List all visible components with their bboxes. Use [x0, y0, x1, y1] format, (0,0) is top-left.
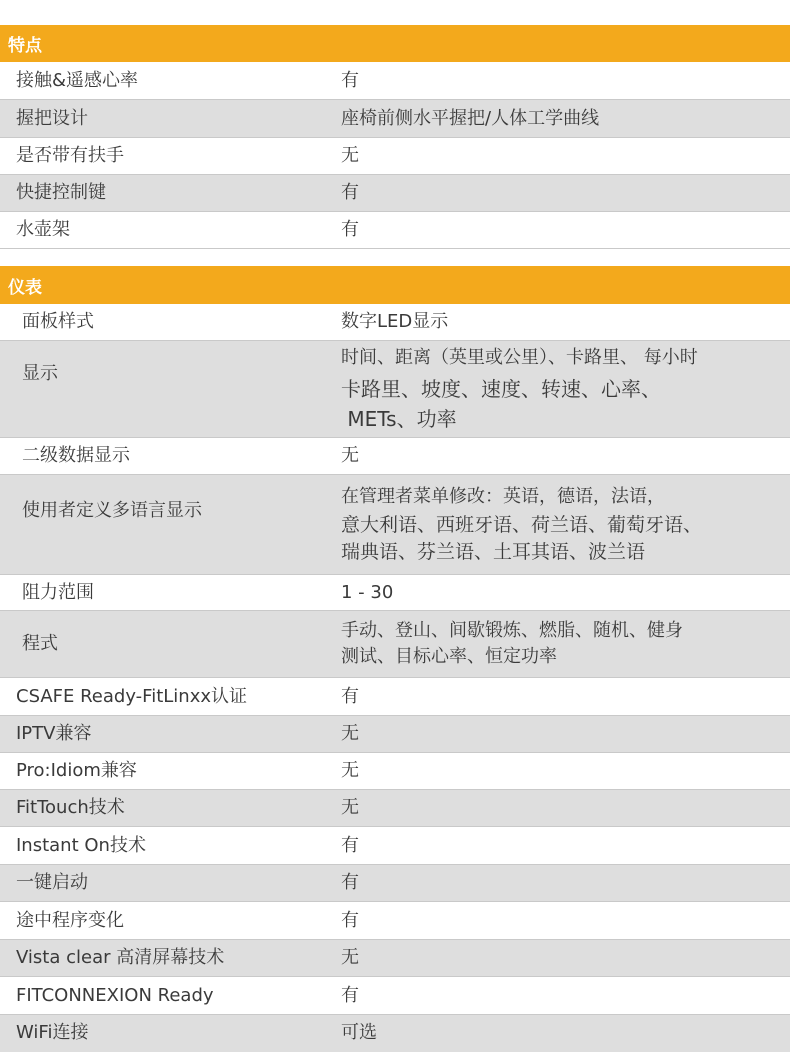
row-label: 是否带有扶手	[16, 145, 124, 166]
row-label: 途中程序变化	[16, 910, 124, 931]
table-row	[0, 790, 790, 827]
row-label: 程式	[22, 633, 58, 654]
table-row	[0, 753, 790, 790]
row-label: FITCONNEXION Ready	[16, 985, 214, 1006]
row-value: 无	[341, 797, 359, 818]
row-value: 无	[341, 760, 359, 781]
section-header-features	[0, 25, 790, 62]
row-label: Instant On技术	[16, 835, 146, 856]
table-row	[0, 175, 790, 212]
row-value: 可选	[341, 1022, 377, 1043]
row-value: 有	[341, 985, 359, 1006]
row-label: 水壶架	[16, 219, 70, 240]
section-header-console	[0, 266, 790, 304]
row-label: WiFi连接	[16, 1022, 89, 1043]
row-value: 无	[341, 145, 359, 166]
table-row	[0, 475, 790, 575]
row-label: FitTouch技术	[16, 797, 125, 818]
table-row	[0, 827, 790, 865]
table-row	[0, 212, 790, 249]
row-label: 接触&遥感心率	[16, 70, 139, 91]
table-row	[0, 438, 790, 475]
table-row	[0, 902, 790, 940]
row-value: 1 - 30	[341, 582, 394, 603]
row-label: 面板样式	[22, 311, 94, 332]
row-value-line: 意大利语、西班牙语、荷兰语、葡萄牙语、	[341, 514, 703, 536]
row-label: 使用者定义多语言显示	[22, 500, 202, 521]
table-row	[0, 865, 790, 902]
table-row	[0, 341, 790, 438]
table-row	[0, 678, 790, 716]
row-label: 快捷控制键	[16, 182, 106, 203]
row-label: 一键启动	[16, 872, 88, 893]
row-label: 显示	[22, 363, 58, 384]
row-value: 数字LED显示	[341, 311, 449, 332]
table-row	[0, 62, 790, 100]
table-row	[0, 1015, 790, 1052]
row-value: 无	[341, 723, 359, 744]
table-row	[0, 100, 790, 138]
row-value-line: 时间、距离（英里或公里）、卡路里、 每小时	[341, 347, 698, 368]
row-value: 无	[341, 947, 359, 968]
row-value: 有	[341, 910, 359, 931]
table-row	[0, 940, 790, 977]
row-value-line: 测试、目标心率、恒定功率	[341, 646, 557, 667]
row-value-line: 手动、登山、间歇锻炼、燃脂、随机、健身	[341, 620, 683, 641]
row-label: IPTV兼容	[16, 723, 92, 744]
row-label: Vista clear 高清屏幕技术	[16, 947, 225, 968]
row-label: 阻力范围	[22, 582, 94, 603]
table-row	[0, 716, 790, 753]
row-label: 握把设计	[16, 108, 88, 129]
row-value-line: 瑞典语、芬兰语、土耳其语、波兰语	[341, 541, 646, 563]
row-value-line: 在管理者菜单修改：英语，德语，法语，	[341, 486, 665, 507]
table-row	[0, 575, 790, 611]
row-value-line: 卡路里、坡度、速度、转速、心率、	[341, 377, 661, 401]
table-row	[0, 977, 790, 1015]
row-value: 有	[341, 872, 359, 893]
row-value: 有	[341, 686, 359, 707]
section-title: 特点	[8, 36, 42, 56]
row-label: Pro:Idiom兼容	[16, 760, 137, 781]
table-row	[0, 304, 790, 341]
row-label: CSAFE Ready-FitLinxx认证	[16, 686, 247, 707]
table-row	[0, 611, 790, 678]
row-value: 座椅前侧水平握把/人体工学曲线	[341, 108, 600, 129]
row-value: 有	[341, 182, 359, 203]
row-value: 无	[341, 445, 359, 466]
table-row	[0, 138, 790, 175]
row-value: 有	[341, 835, 359, 856]
section-title: 仪表	[8, 277, 42, 298]
row-label: 二级数据显示	[22, 445, 130, 466]
row-value: 有	[341, 70, 359, 91]
row-value-line: METs、功率	[341, 407, 457, 431]
row-value: 有	[341, 219, 359, 240]
